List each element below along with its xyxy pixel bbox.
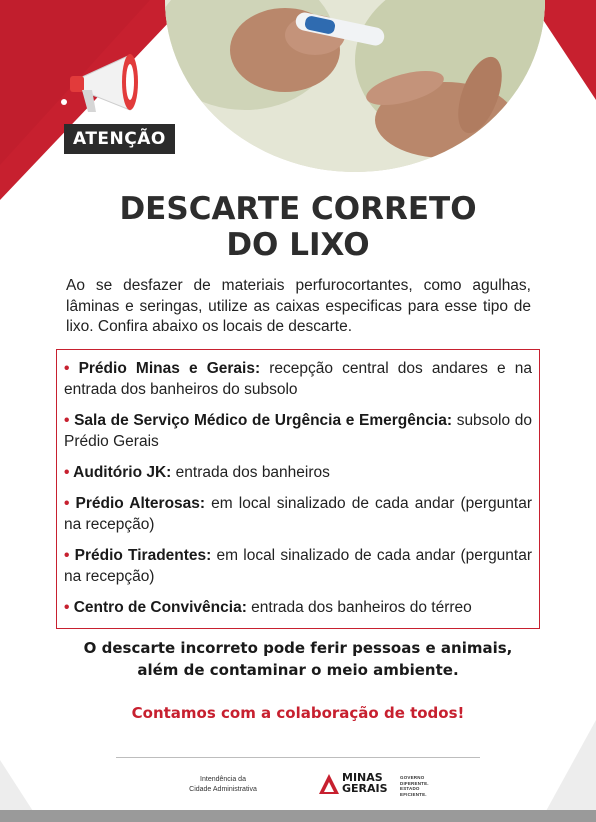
location-name: Prédio Minas e Gerais: [78, 360, 261, 377]
department-line-1: Intendência da [200, 776, 246, 783]
tagline-line: ESTADO [400, 786, 420, 791]
location-detail: recepção central dos andares e na entrada dos banheiros do subsolo [64, 360, 533, 398]
warning-line-2: além de contaminar o meio ambiente. [137, 661, 459, 679]
intro-paragraph: Ao se desfazer de materiais perfurocortantes, como agulhas, lâminas e seringas, utilize as caixas especificas para esse tipo de lixo. Confira abaixo os locais de descarte. [66, 277, 531, 335]
location-name: Prédio Tiradentes: [74, 547, 212, 564]
location-name: Auditório JK: [73, 464, 172, 481]
tagline-line: DIFERENTE. [400, 780, 429, 786]
department-line-2: Cidade Administrativa [189, 786, 257, 793]
location-item [64, 494, 532, 535]
bullet: • [64, 360, 79, 377]
bullet: • [64, 599, 74, 616]
megaphone-icon [60, 50, 145, 120]
logo-tagline [400, 775, 429, 797]
location-detail: entrada dos banheiros [175, 464, 330, 481]
warning-line-1: O descarte incorreto pode ferir pessoas e animais, [83, 639, 513, 657]
location-detail: em local sinalizado de cada andar (perguntar na recepção) [64, 547, 533, 585]
page-title-line-2: DO LIXO [226, 227, 370, 263]
bullet: • [64, 464, 74, 481]
thanks-message: Contamos com a colaboração de todos! [131, 704, 465, 722]
department-name [168, 775, 278, 795]
location-item [64, 598, 532, 619]
logo-wordmark [342, 772, 388, 794]
logo-line-2: GERAIS [342, 782, 388, 795]
footer-divider [116, 757, 480, 758]
location-detail: em local sinalizado de cada andar (perguntar na recepção) [64, 495, 532, 533]
attention-badge: ATENÇÃO [64, 124, 175, 154]
minas-gerais-logo-icon [318, 773, 340, 795]
location-item [64, 546, 532, 587]
bullet: • [64, 547, 75, 564]
location-item [64, 411, 532, 452]
logo-line-1: MINAS [342, 771, 383, 784]
location-item [64, 359, 532, 400]
location-detail: subsolo do Prédio Gerais [64, 412, 532, 450]
bullet: • [64, 495, 76, 512]
location-name: Prédio Alterosas: [75, 495, 206, 512]
tagline-line: EFICIENTE. [400, 791, 427, 797]
location-detail: entrada dos banheiros do térreo [251, 599, 472, 616]
location-item [64, 463, 532, 484]
bullet: • [64, 412, 75, 429]
bottom-bar [0, 810, 596, 822]
location-name: Centro de Convivência: [73, 599, 247, 616]
tagline-line: GOVERNO [400, 775, 425, 780]
page-title-line-1: DESCARTE CORRETO [119, 191, 477, 227]
location-name: Sala de Serviço Médico de Urgência e Emergência: [74, 412, 453, 429]
